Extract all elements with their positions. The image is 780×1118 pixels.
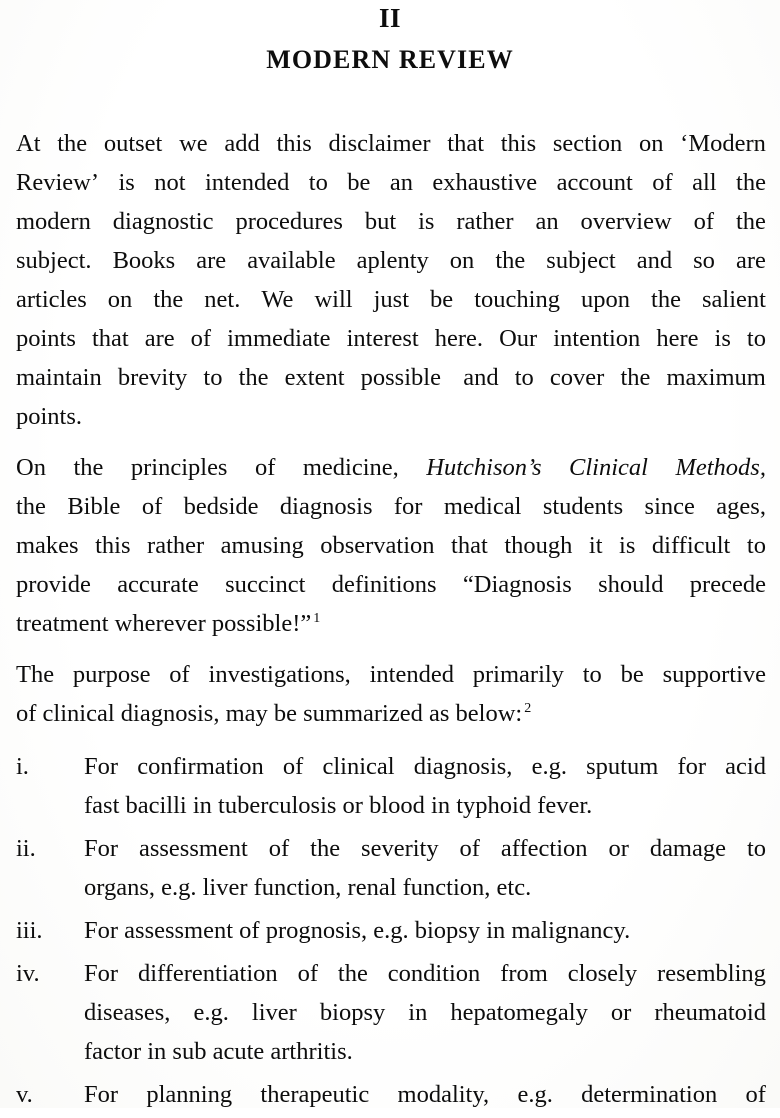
word: procedures [235, 208, 343, 235]
word: ‘Modern [680, 130, 766, 157]
word: are [144, 325, 175, 352]
word: differentiation [137, 960, 278, 987]
paragraph-3 [16, 655, 766, 733]
text-line [16, 163, 766, 202]
text-line [84, 954, 766, 993]
word: on [638, 130, 664, 157]
text-line: For assessment of prognosis, e.g. biopsy in malignancy. [84, 917, 631, 944]
word: to [582, 661, 602, 688]
word: from [500, 960, 548, 987]
word: Books [112, 247, 176, 274]
chapter-number: II [378, 3, 401, 33]
word: clinical [322, 753, 395, 780]
word: e.g. [531, 753, 567, 780]
word: supportive [662, 661, 766, 688]
word: the [337, 960, 368, 987]
word: to [203, 364, 223, 391]
text-line [16, 202, 766, 241]
word: assessment [138, 835, 248, 862]
word: amusing [220, 532, 304, 559]
word: an [389, 169, 413, 196]
word: to [746, 325, 766, 352]
word: the [651, 286, 681, 313]
word: to [514, 364, 534, 391]
word: the [495, 247, 526, 274]
word: will [314, 286, 353, 313]
word: is [118, 169, 135, 196]
word: diagnosis [279, 493, 373, 520]
word: and [636, 247, 673, 274]
word: rather [147, 532, 205, 559]
word: of [169, 661, 190, 688]
word: rheumatoid [654, 999, 766, 1026]
word: subject [546, 247, 616, 274]
word: brevity [117, 364, 188, 391]
word: the [620, 364, 651, 391]
word: so [693, 247, 715, 274]
word: touching [474, 286, 560, 313]
word: subject. [16, 247, 92, 274]
text-line: factor in sub acute arthritis. [84, 1038, 353, 1065]
word: be [430, 286, 454, 313]
word: disclaimer [328, 130, 431, 157]
word: On [16, 454, 46, 481]
word: For [84, 960, 119, 987]
list-item-marker: iv. [16, 960, 40, 987]
word: e.g. [517, 1081, 553, 1108]
word: but [364, 208, 397, 235]
book-title-italic: Clinical [569, 454, 648, 481]
word: closely [567, 960, 638, 987]
word: an [535, 208, 559, 235]
word: “Diagnosis [462, 571, 572, 598]
list-item [16, 911, 766, 950]
list-item [16, 747, 766, 825]
word: possible [360, 364, 441, 391]
list-item-marker: v. [16, 1081, 33, 1108]
text-line [16, 448, 766, 487]
word: confirmation [137, 753, 264, 780]
text-line: organs, e.g. liver function, renal function, etc. [84, 874, 532, 901]
word: should [598, 571, 664, 598]
word: acid [725, 753, 766, 780]
word: bedside [183, 493, 259, 520]
word: maintain [16, 364, 102, 391]
word: extent [284, 364, 345, 391]
word: that [447, 130, 485, 157]
word: to [746, 835, 766, 862]
word: since [644, 493, 695, 520]
word: that [91, 325, 129, 352]
word: for [393, 493, 423, 520]
word: of [297, 960, 318, 987]
word: biopsy [319, 999, 386, 1026]
word: be [620, 661, 644, 688]
word: overview [580, 208, 672, 235]
word: of [268, 835, 290, 862]
word: we [179, 130, 208, 157]
word: intended [204, 169, 290, 196]
word: outset [103, 130, 163, 157]
body-text-column [16, 124, 766, 1118]
paragraph-1 [16, 124, 766, 436]
list-item [16, 954, 766, 1071]
word: though [504, 532, 573, 559]
word: to [746, 532, 766, 559]
word: all [692, 169, 717, 196]
word: students [542, 493, 624, 520]
word: observation [320, 532, 435, 559]
word: are [735, 247, 766, 274]
list-item-text [84, 829, 766, 907]
word: principles [130, 454, 228, 481]
word: are [196, 247, 227, 274]
word: for [677, 753, 707, 780]
word: planning [146, 1081, 233, 1108]
word: ages, [716, 493, 766, 520]
word: this [276, 130, 312, 157]
word: provide [16, 571, 91, 598]
word: maximum [666, 364, 766, 391]
word: intention [553, 325, 641, 352]
text-line [84, 1075, 766, 1114]
word: the [73, 454, 104, 481]
word: on [107, 286, 133, 313]
word: and [457, 364, 499, 391]
word: liver [251, 999, 297, 1026]
word: to [308, 169, 328, 196]
word: rather [456, 208, 514, 235]
word: is [418, 208, 435, 235]
word: medical [443, 493, 522, 520]
word: salient [701, 286, 766, 313]
word: net. [204, 286, 241, 313]
word: or [610, 999, 632, 1026]
list-item [16, 1075, 766, 1114]
word: diagnosis, [413, 753, 513, 780]
word: e.g. [193, 999, 229, 1026]
text-line [16, 124, 766, 163]
text-line [16, 487, 766, 526]
word: here. [434, 325, 484, 352]
word: of [693, 208, 715, 235]
word: of [141, 493, 163, 520]
list-item-marker: i. [16, 753, 29, 780]
word: We [261, 286, 294, 313]
word: affection [500, 835, 588, 862]
word: Bible [67, 493, 121, 520]
word: of [282, 753, 304, 780]
word: upon [580, 286, 630, 313]
word: of [459, 835, 480, 862]
word: not [154, 169, 186, 196]
word: primarily [472, 661, 564, 688]
word: hepatomegaly [450, 999, 588, 1026]
word: interest [346, 325, 419, 352]
word: At [16, 130, 41, 157]
word: difficult [651, 532, 731, 559]
text-line [16, 358, 766, 397]
word: aplenty [356, 247, 429, 274]
word: the [735, 208, 766, 235]
word: Review’ [16, 169, 99, 196]
word: the [736, 169, 766, 196]
word: diseases, [84, 999, 171, 1026]
word: of [652, 169, 673, 196]
word: For [84, 753, 119, 780]
word: diagnostic [112, 208, 214, 235]
text-line [16, 526, 766, 565]
word: the [57, 130, 88, 157]
text-line [16, 655, 766, 694]
list-item [16, 829, 766, 907]
list-item-marker: ii. [16, 835, 36, 862]
word: sputum [586, 753, 659, 780]
word: the [310, 835, 341, 862]
word: determination [581, 1081, 718, 1108]
word: this [95, 532, 131, 559]
list-item-marker: iii. [16, 917, 43, 944]
word: add [224, 130, 260, 157]
list-item-text [84, 1075, 766, 1114]
book-title-italic: Methods, [675, 454, 766, 481]
word: The [16, 661, 55, 688]
word: this [500, 130, 537, 157]
word: the [238, 364, 269, 391]
word: makes [16, 532, 79, 559]
word: section [552, 130, 623, 157]
text-line [16, 241, 766, 280]
word: of [190, 325, 212, 352]
word: Our [499, 325, 538, 352]
word: therapeutic [260, 1081, 370, 1108]
word: modality, [397, 1081, 490, 1108]
text-line [84, 993, 766, 1032]
word: here [656, 325, 699, 352]
text-line [16, 565, 766, 604]
word: in [408, 999, 428, 1026]
word: of [745, 1081, 766, 1108]
footnote-reference: 1 [313, 610, 321, 626]
investigation-purpose-list [16, 747, 766, 1114]
word: it [588, 532, 603, 559]
footnote-reference: 2 [524, 700, 532, 716]
word: articles [16, 286, 87, 313]
word: immediate [227, 325, 331, 352]
list-item-text [84, 954, 766, 1071]
word: accurate [117, 571, 199, 598]
word: account [556, 169, 633, 196]
text-line: points. [16, 403, 83, 430]
word: cover [549, 364, 605, 391]
word: of [254, 454, 276, 481]
word: modern [16, 208, 91, 235]
word: or [608, 835, 629, 862]
text-line: fast bacilli in tuberculosis or blood in typhoid fever. [84, 792, 593, 819]
word: points [16, 325, 76, 352]
word: available [247, 247, 336, 274]
text-line: treatment wherever possible!” $^1$ [16, 610, 321, 637]
word: precede [689, 571, 766, 598]
word: For [84, 835, 119, 862]
text-line: of clinical diagnosis, may be summarized as below: $^2$ [16, 700, 532, 727]
list-item-text [84, 911, 766, 950]
word: just [373, 286, 410, 313]
text-line [16, 280, 766, 319]
book-title-italic: Hutchison’s [426, 454, 542, 481]
word: medicine, [302, 454, 399, 481]
word: definitions [331, 571, 437, 598]
word: intended [369, 661, 454, 688]
word: the [153, 286, 184, 313]
word: be [347, 169, 371, 196]
word: For [84, 1081, 119, 1108]
page-title: MODERN REVIEW [266, 45, 514, 74]
word: investigations, [208, 661, 351, 688]
word: purpose [72, 661, 151, 688]
word: is [619, 532, 636, 559]
word: damage [649, 835, 726, 862]
word: succinct [225, 571, 306, 598]
text-line [84, 829, 766, 868]
paragraph-2 [16, 448, 766, 643]
word: the [16, 493, 46, 520]
word: is [714, 325, 731, 352]
list-item-text [84, 747, 766, 825]
word: that [451, 532, 488, 559]
word: severity [361, 835, 439, 862]
word: resembling [657, 960, 766, 987]
text-line [16, 319, 766, 358]
word: on [449, 247, 475, 274]
word: exhaustive [432, 169, 538, 196]
word: condition [387, 960, 481, 987]
text-line [84, 747, 766, 786]
